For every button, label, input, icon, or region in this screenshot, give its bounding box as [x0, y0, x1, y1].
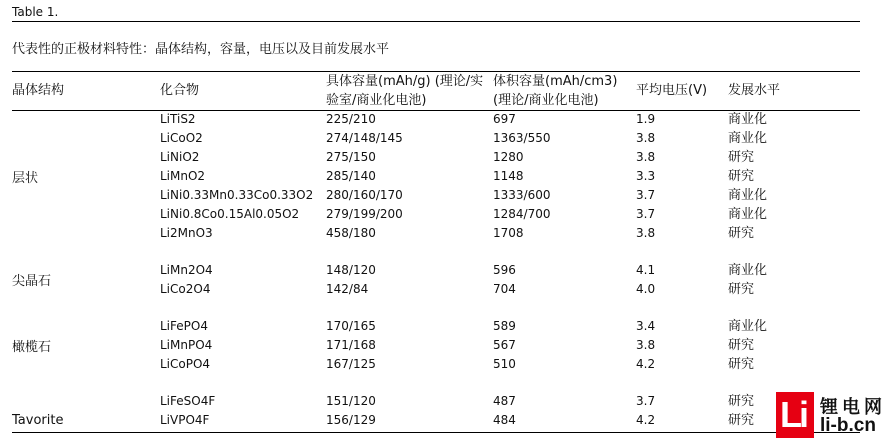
cell-compound: LiTiS2: [160, 112, 196, 126]
cell-level: 商业化: [728, 112, 768, 127]
cell-level: 研究: [728, 413, 755, 428]
cell-specific-capacity: 275/150: [326, 150, 376, 164]
logo-letters: Li: [780, 394, 806, 435]
cell-specific-capacity: 142/84: [326, 282, 369, 296]
cell-voltage: 3.7: [636, 207, 656, 221]
cell-voltage: 4.1: [636, 263, 656, 277]
cell-specific-capacity: 167/125: [326, 357, 376, 371]
cell-specific-capacity: 170/165: [326, 319, 376, 333]
header-compound: 化合物: [160, 83, 200, 98]
header-specific-capacity-1: 具体容量(mAh/g) (理论/实: [326, 74, 484, 89]
cell-level: 研究: [728, 394, 755, 409]
cell-specific-capacity: 285/140: [326, 169, 376, 183]
cell-voltage: 4.0: [636, 282, 656, 296]
cell-volumetric-capacity: 487: [493, 394, 516, 408]
cell-volumetric-capacity: 1708: [493, 226, 524, 240]
cell-compound: LiFePO4: [160, 319, 208, 333]
watermark-logo: [776, 392, 892, 440]
header-specific-capacity-2: 验室/商业化电池): [326, 93, 427, 108]
top-rule: [12, 21, 860, 22]
cell-voltage: 3.8: [636, 131, 656, 145]
header-volumetric-capacity-2: (理论/商业化电池): [493, 93, 599, 108]
cell-specific-capacity: 280/160/170: [326, 188, 403, 202]
cell-compound: LiNi0.33Mn0.33Co0.33O2: [160, 188, 314, 202]
cell-specific-capacity: 274/148/145: [326, 131, 403, 145]
cell-voltage: 4.2: [636, 357, 656, 371]
cell-compound: LiMnPO4: [160, 338, 213, 352]
cell-volumetric-capacity: 1148: [493, 169, 524, 183]
header-top-rule: [12, 71, 860, 72]
cell-specific-capacity: 279/199/200: [326, 207, 403, 221]
cell-level: 商业化: [728, 188, 768, 203]
table-title: 代表性的正极材料特性：晶体结构，容量，电压以及目前发展水平: [12, 42, 390, 57]
cell-compound: Li2MnO3: [160, 226, 213, 240]
cell-volumetric-capacity: 1363/550: [493, 131, 551, 145]
cell-voltage: 3.8: [636, 338, 656, 352]
group-label: 尖晶石: [12, 274, 52, 289]
cell-volumetric-capacity: 697: [493, 112, 516, 126]
cell-volumetric-capacity: 567: [493, 338, 516, 352]
cell-compound: LiCoO2: [160, 131, 203, 145]
header-voltage: 平均电压(V): [636, 83, 708, 98]
logo-cn-text: 锂电网: [820, 397, 886, 418]
cell-level: 商业化: [728, 319, 768, 334]
cell-voltage: 1.9: [636, 112, 656, 126]
cell-volumetric-capacity: 596: [493, 263, 516, 277]
logo-url-text: li-b.cn: [820, 415, 876, 436]
cell-specific-capacity: 148/120: [326, 263, 376, 277]
cell-specific-capacity: 151/120: [326, 394, 376, 408]
cell-level: 商业化: [728, 207, 768, 222]
cell-volumetric-capacity: 510: [493, 357, 516, 371]
cell-level: 研究: [728, 226, 755, 241]
cell-voltage: 3.4: [636, 319, 656, 333]
cell-compound: LiNi0.8Co0.15Al0.05O2: [160, 207, 300, 221]
cell-level: 商业化: [728, 263, 768, 278]
cell-compound: LiMn2O4: [160, 263, 213, 277]
logo-box: [776, 392, 814, 438]
cell-volumetric-capacity: 1280: [493, 150, 524, 164]
cell-level: 商业化: [728, 131, 768, 146]
cell-compound: LiCo2O4: [160, 282, 211, 296]
cell-compound: LiNiO2: [160, 150, 200, 164]
group-label: 橄榄石: [12, 340, 52, 355]
cell-volumetric-capacity: 704: [493, 282, 516, 296]
cell-volumetric-capacity: 1333/600: [493, 188, 551, 202]
header-level: 发展水平: [728, 83, 781, 98]
cell-voltage: 3.8: [636, 150, 656, 164]
cell-level: 研究: [728, 169, 755, 184]
cell-specific-capacity: 156/129: [326, 413, 376, 427]
cell-level: 研究: [728, 282, 755, 297]
cell-compound: LiMnO2: [160, 169, 206, 183]
cell-level: 研究: [728, 150, 755, 165]
cell-level: 研究: [728, 357, 755, 372]
cell-voltage: 3.8: [636, 226, 656, 240]
cell-volumetric-capacity: 484: [493, 413, 516, 427]
group-label: 层状: [12, 171, 39, 186]
cell-compound: LiCoPO4: [160, 357, 211, 371]
cell-specific-capacity: 458/180: [326, 226, 376, 240]
bottom-rule: [12, 432, 860, 433]
table-caption: Table 1.: [12, 5, 59, 19]
cell-specific-capacity: 225/210: [326, 112, 376, 126]
cell-specific-capacity: 171/168: [326, 338, 376, 352]
cell-voltage: 4.2: [636, 413, 656, 427]
cell-compound: LiFeSO4F: [160, 394, 216, 408]
header-volumetric-capacity-1: 体积容量(mAh/cm3): [493, 74, 618, 89]
group-label: Tavorite: [12, 413, 64, 428]
cell-voltage: 3.7: [636, 188, 656, 202]
cell-voltage: 3.3: [636, 169, 656, 183]
cell-compound: LiVPO4F: [160, 413, 210, 427]
cell-voltage: 3.7: [636, 394, 656, 408]
cell-level: 研究: [728, 338, 755, 353]
cell-volumetric-capacity: 1284/700: [493, 207, 551, 221]
header-structure: 晶体结构: [12, 83, 65, 98]
cell-volumetric-capacity: 589: [493, 319, 516, 333]
